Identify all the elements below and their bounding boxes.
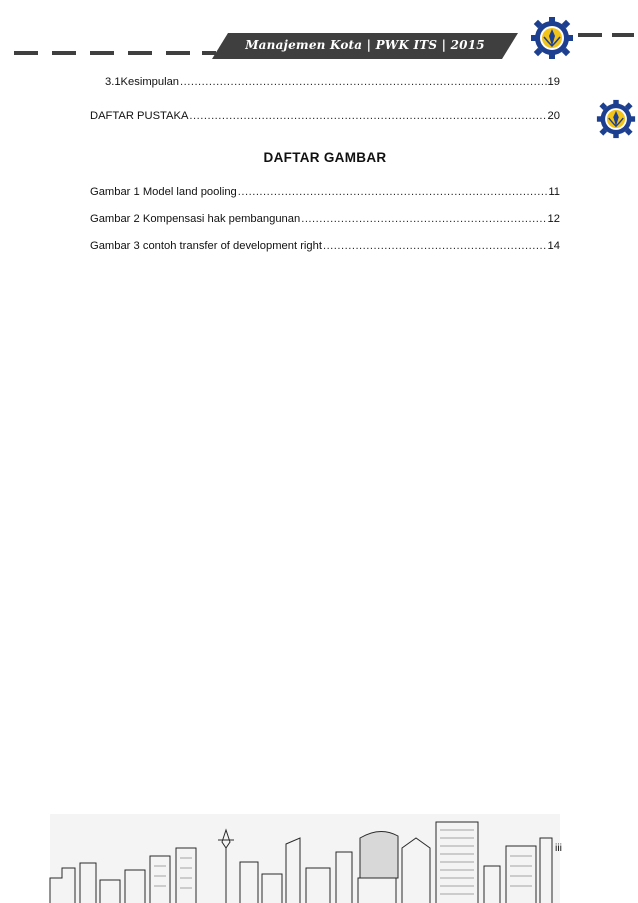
header-dash — [128, 51, 152, 55]
toc-leader — [323, 240, 547, 252]
city-skyline-icon — [0, 808, 638, 903]
toc-entry-label: DAFTAR PUSTAKA — [90, 110, 189, 122]
figure-entry-label: Gambar 1 Model land pooling — [90, 186, 237, 198]
figure-entry[interactable] — [90, 240, 560, 256]
figures-heading: DAFTAR GAMBAR — [263, 150, 387, 165]
header-dash — [166, 51, 190, 55]
toc-entry-page: 20 — [547, 110, 560, 122]
its-logo-icon — [530, 16, 574, 60]
page-number: iii — [555, 842, 562, 854]
figure-entry-page: 11 — [548, 186, 560, 198]
header-dash — [578, 33, 602, 37]
toc-entry[interactable] — [105, 76, 560, 92]
figure-entry-page: 12 — [547, 213, 560, 225]
header-dash — [612, 33, 634, 37]
header-dash — [90, 51, 114, 55]
its-logo-icon — [596, 99, 636, 139]
toc-entry-page: 19 — [547, 76, 560, 88]
header-title: Manajemen Kota | PWK ITS | 2015 — [245, 38, 485, 52]
toc-leader — [301, 213, 546, 225]
header-dash — [52, 51, 76, 55]
figure-entry-page: 14 — [547, 240, 560, 252]
figure-entry[interactable] — [90, 213, 560, 229]
toc-entry-label: 3.1Kesimpulan — [105, 76, 180, 88]
toc-leader — [180, 76, 547, 88]
figure-entry-label: Gambar 3 contoh transfer of development right — [90, 240, 322, 252]
header-dash — [14, 51, 38, 55]
toc-leader — [189, 110, 546, 122]
figure-entry-label: Gambar 2 Kompensasi hak pembangunan — [90, 213, 301, 225]
figure-entry[interactable] — [90, 186, 560, 202]
toc-entry[interactable] — [90, 110, 560, 126]
toc-leader — [238, 186, 548, 198]
